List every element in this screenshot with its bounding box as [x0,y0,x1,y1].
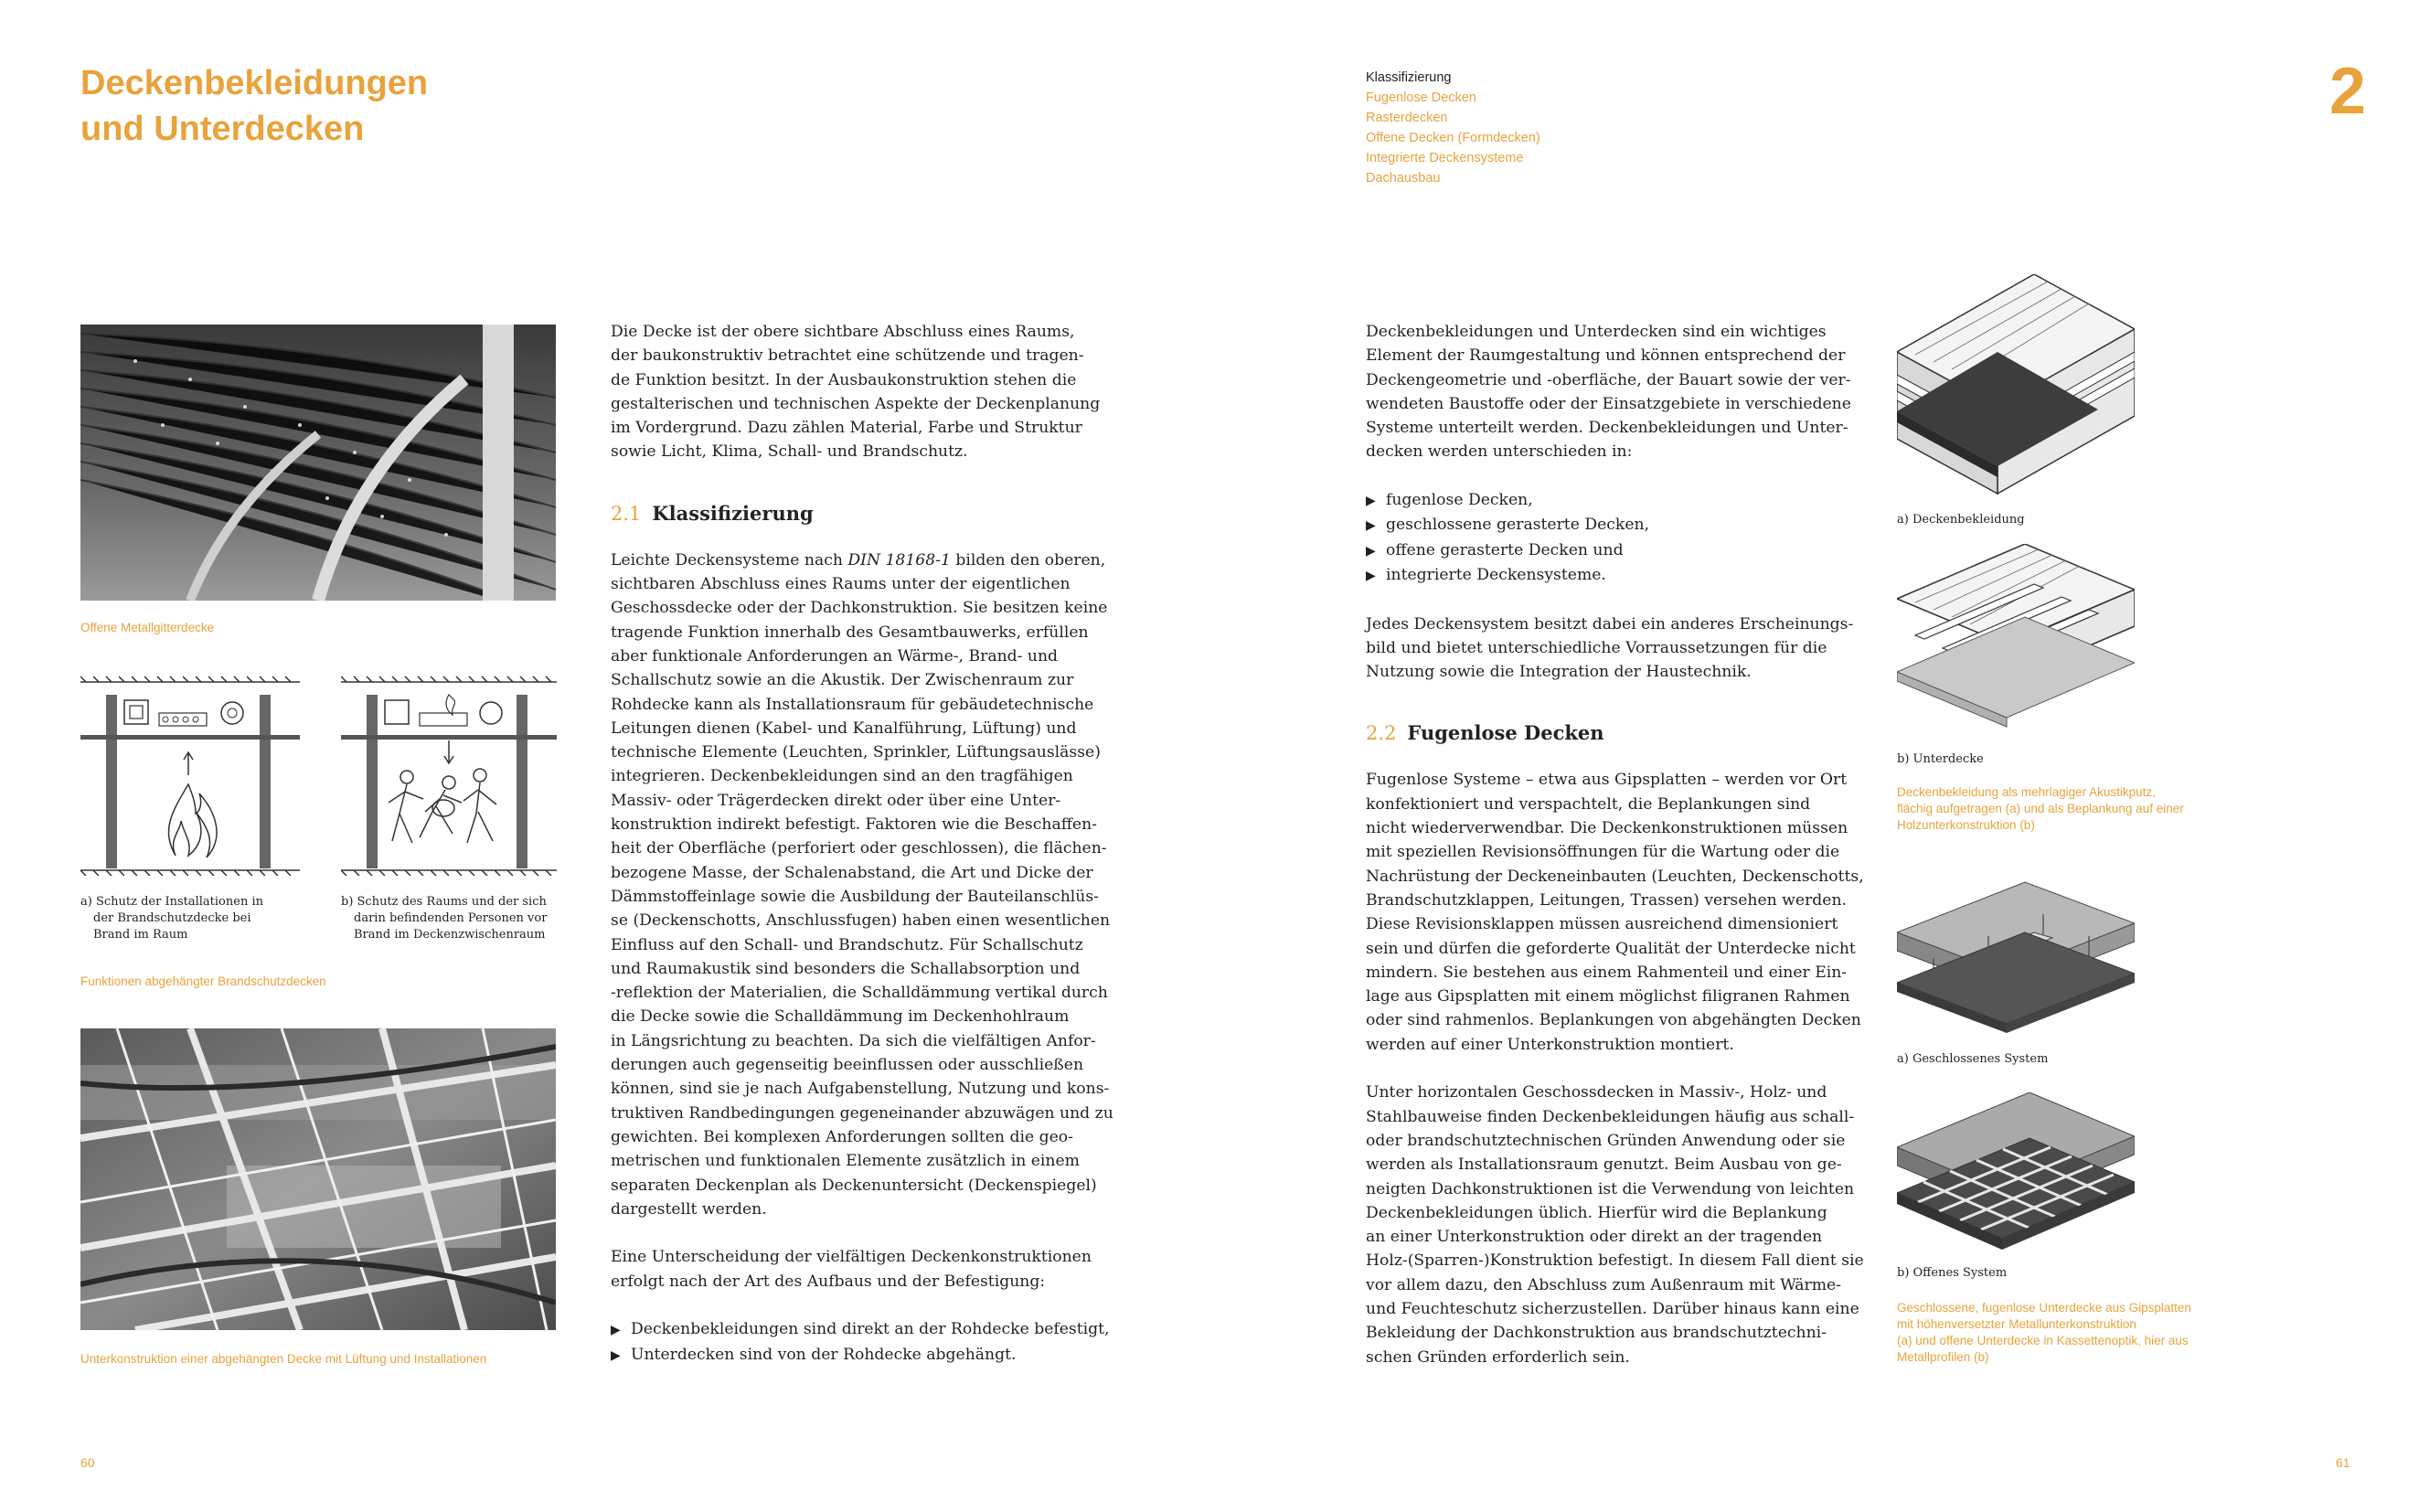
bullet-triangle-icon: ▶ [1366,494,1376,509]
diagrams-caption: Funktionen abgehängter Brandschutzdecken [80,974,326,988]
text-line: Fugenlose Systeme – etwa aus Gipsplatten – werden vor Ort [1366,771,1848,790]
text-line: dargestellt werden. [611,1199,767,1219]
text-line: Diese Revisionsklappen müssen ausreichend dimensioniert [1366,915,1838,934]
text-line: bezogene Masse, der Schalenabstand, die Art und Dicke der [611,863,1093,882]
text-line: Nachrüstung der Deckeneinbauten (Leuchten, Deckenschotts, [1366,867,1864,886]
text-line: Brandschutzklappen, Leitungen, Trassen) versehen werden. [1366,890,1847,910]
text-line: erfolgt nach der Art des Aufbaus und der Befestigung: [611,1272,1046,1291]
section-number: 2.1 [611,502,642,525]
text-line: Stahlbauweise finden Deckenbekleidungen häufig aus schall- [1366,1107,1855,1126]
text-line: gewichten. Bei komplexen Anforderungen sollten die geo- [611,1127,1073,1146]
bullet-triangle-icon: ▶ [1366,543,1376,559]
text-line: Einfluss auf den Schall- und Brandschutz. Für Schallschutz [611,935,1083,954]
list-item-text: Unterdecken sind von der Rohdecke abgehängt. [631,1345,1017,1364]
text-line: -reflektion der Materialien, die Schalldämmung vertikal durch [611,984,1108,1003]
list-item [611,1317,1123,1342]
page-number-right: 61 [2336,1455,2350,1470]
text-line: lage aus Gipsplatten mit einem möglichst filigranen Rahmen [1366,987,1850,1006]
text-line: werden als Installationsraum genutzt. Beim Ausbau von ge- [1366,1155,1842,1175]
section-title: Fugenlose Decken [1407,721,1604,745]
toc-item[interactable]: Fugenlose Decken [1366,91,1476,105]
text-line: im Vordergrund. Dazu zählen Material, Farbe und Struktur [611,419,1082,438]
text-line: Geschossdecke oder der Dachkonstruktion. Sie besitzen keine [611,599,1108,618]
text-line: mit speziellen Revisionsöffnungen für die Wartung oder die [1366,843,1840,862]
text-line: sichtbaren Abschluss eines Raums unter der eigentlichen [611,575,1071,594]
diagram-a-caption [80,894,263,943]
text-line: Massiv- oder Trägerdecken direkt oder über eine Unter- [611,791,1061,810]
text-line: konstruktion indirekt befestigt. Faktoren wie die Beschaffen- [611,815,1097,835]
list-item-text: integrierte Deckensysteme. [1386,565,1606,584]
caption-line: Geschlossene, fugenlose Unterdecke aus Gipsplatten [1897,1301,2191,1315]
chapter-title [80,60,428,152]
caption-line: (a) und offene Unterdecke in Kassettenoptik, hier aus [1897,1334,2189,1347]
text-line: de Funktion besitzt. In der Ausbaukonstruktion stehen die [611,370,1077,389]
title-line-1: Deckenbekleidungen [80,64,429,102]
figure-suspended-ceiling [1897,544,2135,745]
ceiling-system-list [1366,488,1878,588]
caption-line: Holzunterkonstruktion (b) [1897,818,2035,832]
text-line: separaten Deckenplan als Deckenuntersicht (Deckenspiegel) [611,1176,1097,1195]
text-line: Dämmstoffeinlage sowie die Ausbildung der Bauteilanschlüs- [611,887,1099,906]
text-line: sowie Licht, Klima, Schall- und Brandschutz. [611,442,968,462]
figure-closed-system [1897,878,2135,1033]
toc-item[interactable]: Rasterdecken [1366,111,1448,125]
list-item [1366,513,1878,538]
construction-type-list [611,1317,1123,1368]
text-line: und Raumakustik sind besonders die Schallabsorption und [611,959,1081,978]
text-line: integrieren. Deckenbekleidungen sind an den tragfähigen [611,767,1073,786]
list-item-text: offene gerasterte Decken und [1386,540,1624,559]
text-line: se (Deckenschotts, Anschlussfugen) haben einen wesentlichen [611,911,1111,931]
section-heading-2-1 [611,501,1123,527]
list-item [611,1343,1123,1368]
title-line-2: und Unterdecken [80,110,365,148]
text-line: Eine Unterscheidung der vielfältigen Deckenkonstruktionen [611,1248,1092,1267]
text-line: Bekleidung der Dachkonstruktion aus brandschutztechni- [1366,1324,1827,1343]
figure-a-label: a) Deckenbekleidung [1897,513,2025,527]
section-title: Klassifizierung [652,501,814,525]
figure-ceiling-lining [1897,274,2135,503]
text-line: Jedes Deckensystem besitzt dabei ein anderes Erscheinungs- [1366,614,1854,634]
din-reference: DIN 18168-1 [847,550,951,570]
text-line: in Längsrichtung zu beachten. Da sich die vielfältigen Anfor- [611,1031,1096,1050]
text-line: neigten Dachkonstruktionen ist die Verwendung von leichten [1366,1179,1855,1198]
caption-line: darin befindenden Personen vor [354,911,548,925]
text-line: sein und dürfen die geforderte Qualität der Unterdecke nicht [1366,939,1856,958]
chapter-number: 2 [2329,55,2367,128]
text-line: Schallschutz sowie an die Akustik. Der Zwischenraum zur [611,671,1074,690]
text-line: gestalterischen und technischen Aspekte der Deckenplanung [611,394,1101,413]
text-line: Die Decke ist der obere sichtbare Abschluss eines Raums, [611,323,1075,341]
caption-line: der Brandschutzdecke bei [93,911,251,925]
caption-line: flächig aufgetragen (a) und als Beplankung auf einer [1897,802,2184,815]
figure-caption-1 [1897,784,2184,834]
text-line: heit der Oberfläche (perforiert oder geschlossen), die flächen- [611,839,1107,858]
text-line: konfektioniert und verspachtelt, die Beplankungen sind [1366,794,1811,814]
text-line: oder brandschutztechnischen Gründen Anwendung oder sie [1366,1131,1846,1150]
caption-line: Deckenbekleidung als mehrlagiger Akustikputz, [1897,785,2156,799]
text-column-3 [1366,320,1878,1369]
text-fragment: Leichte Deckensysteme nach [611,550,848,570]
text-line: und Feuchteschutz sicherzustellen. Darüber hinaus kann eine [1366,1299,1859,1318]
diagram-fire-in-room [80,675,300,876]
text-line: tragende Funktion innerhalb des Gesamtbauwerks, erfüllen [611,623,1089,642]
section-number: 2.2 [1366,722,1397,745]
chapter-toc [1366,68,1540,188]
diagram-fire-in-ceiling-void [341,675,557,876]
bullet-triangle-icon: ▶ [611,1347,621,1363]
figure-caption-2 [1897,1300,2191,1366]
text-line: decken werden unterschieden in: [1366,442,1633,462]
text-fragment: bilden den oberen, [950,550,1106,570]
text-line: der baukonstruktiv betrachtet eine schützende und tragen- [611,346,1084,366]
figure-c-label: a) Geschlossenes System [1897,1052,2049,1066]
list-item-text: fugenlose Decken, [1386,491,1533,510]
text-line: werden auf einer Unterkonstruktion montiert. [1366,1035,1734,1054]
text-line: die Decke sowie die Schalldämmung im Deckenhohlraum [611,1007,1070,1027]
bullet-triangle-icon: ▶ [1366,568,1376,583]
text-line: nicht wiederverwendbar. Die Deckenkonstruktionen müssen [1366,819,1848,838]
caption-line: b) Schutz des Raums und der sich [341,895,547,909]
text-line: schen Gründen erforderlich sein. [1366,1347,1630,1367]
list-item [1366,563,1878,588]
text-line: bild und bietet unterschiedliche Vorraussetzungen für die [1366,638,1827,657]
text-line: truktiven Randbedingungen gegeneinander abzuwägen und zu [611,1103,1113,1123]
text-line: vor allem dazu, den Abschluss zum Außenraum mit Wärme- [1366,1275,1841,1294]
text-column-2 [611,320,1123,1368]
caption-line: Brand im Deckenzwischenraum [354,928,546,942]
list-item-text: geschlossene gerasterte Decken, [1386,516,1650,535]
photo-metal-grid-ceiling [80,325,556,601]
text-line: Leitungen dienen (Kabel- und Kanalführung, Lüftung) und [611,719,1077,738]
text-line: Holz-(Sparren-)Konstruktion befestigt. In diesem Fall dient sie [1366,1251,1864,1271]
text-line: aber funktionale Anforderungen an Wärme-, Brand- und [611,646,1059,665]
text-line: derungen auch gegenseitig beeinflussen oder ausschließen [611,1056,1084,1075]
caption-line: Brand im Raum [93,928,188,942]
text-line: oder sind rahmenlos. Beplankungen von abgehängten Decken [1366,1011,1861,1030]
text-line: Deckengeometrie und -oberfläche, der Bauart sowie der ver- [1366,370,1851,389]
toc-item-active[interactable]: Klassifizierung [1366,70,1452,85]
text-line: Rohdecke kann als Installationsraum für gebäudetechnische [611,695,1094,714]
caption-line: Metallprofilen (b) [1897,1350,1989,1364]
page-number-left: 60 [80,1455,95,1470]
text-line: Deckenbekleidungen und Unterdecken sind ein wichtiges [1366,323,1827,341]
text-line: wendeten Baustoffe oder der Einsatzgebiete in verschiedene [1366,394,1851,413]
toc-item[interactable]: Dachausbau [1366,171,1441,186]
caption-line: mit höhenversetzter Metallunterkonstruktion [1897,1317,2136,1331]
text-line: an einer Unterkonstruktion oder direkt an der tragenden [1366,1228,1823,1247]
photo2-caption: Unterkonstruktion einer abgehängten Decke mit Lüftung und Installationen [80,1352,487,1366]
text-line: Systeme unterteilt werden. Deckenbekleidungen und Unter- [1366,419,1848,438]
toc-item[interactable]: Offene Decken (Formdecken) [1366,131,1540,145]
section-heading-2-2 [1366,720,1878,746]
text-line: mindern. Sie bestehen aus einem Rahmenteil und einer Ein- [1366,963,1848,982]
list-item [1366,488,1878,513]
list-item-text: Deckenbekleidungen sind direkt an der Rohdecke befestigt, [631,1320,1110,1339]
text-line: Element der Raumgestaltung und können entsprechend der [1366,346,1846,366]
text-line [611,548,1123,572]
bullet-triangle-icon: ▶ [611,1323,621,1338]
figure-b-label: b) Unterdecke [1897,752,1984,766]
photo-suspended-ceiling-substructure [80,1028,556,1330]
diagram-b-caption [341,894,547,943]
bullet-triangle-icon: ▶ [1366,518,1376,534]
text-line: metrischen und funktionalen Elemente zusätzlich in einem [611,1152,1080,1171]
list-item [1366,538,1878,563]
toc-item[interactable]: Integrierte Deckensysteme [1366,151,1524,165]
photo1-caption: Offene Metallgitterdecke [80,621,215,634]
text-line: technische Elemente (Leuchten, Sprinkler, Lüftungsauslässe) [611,743,1101,762]
text-line: Deckenbekleidungen üblich. Hierfür wird die Beplankung [1366,1203,1827,1222]
text-line: können, sind sie je nach Aufgabenstellung, Nutzung und kons- [611,1080,1110,1099]
caption-line: a) Schutz der Installationen in [80,895,263,909]
figure-open-system [1897,1092,2135,1266]
text-line: Unter horizontalen Geschossdecken in Massiv-, Holz- und [1366,1083,1827,1102]
figure-d-label: b) Offenes System [1897,1266,2008,1280]
text-line: Nutzung sowie die Integration der Haustechnik. [1366,663,1752,682]
